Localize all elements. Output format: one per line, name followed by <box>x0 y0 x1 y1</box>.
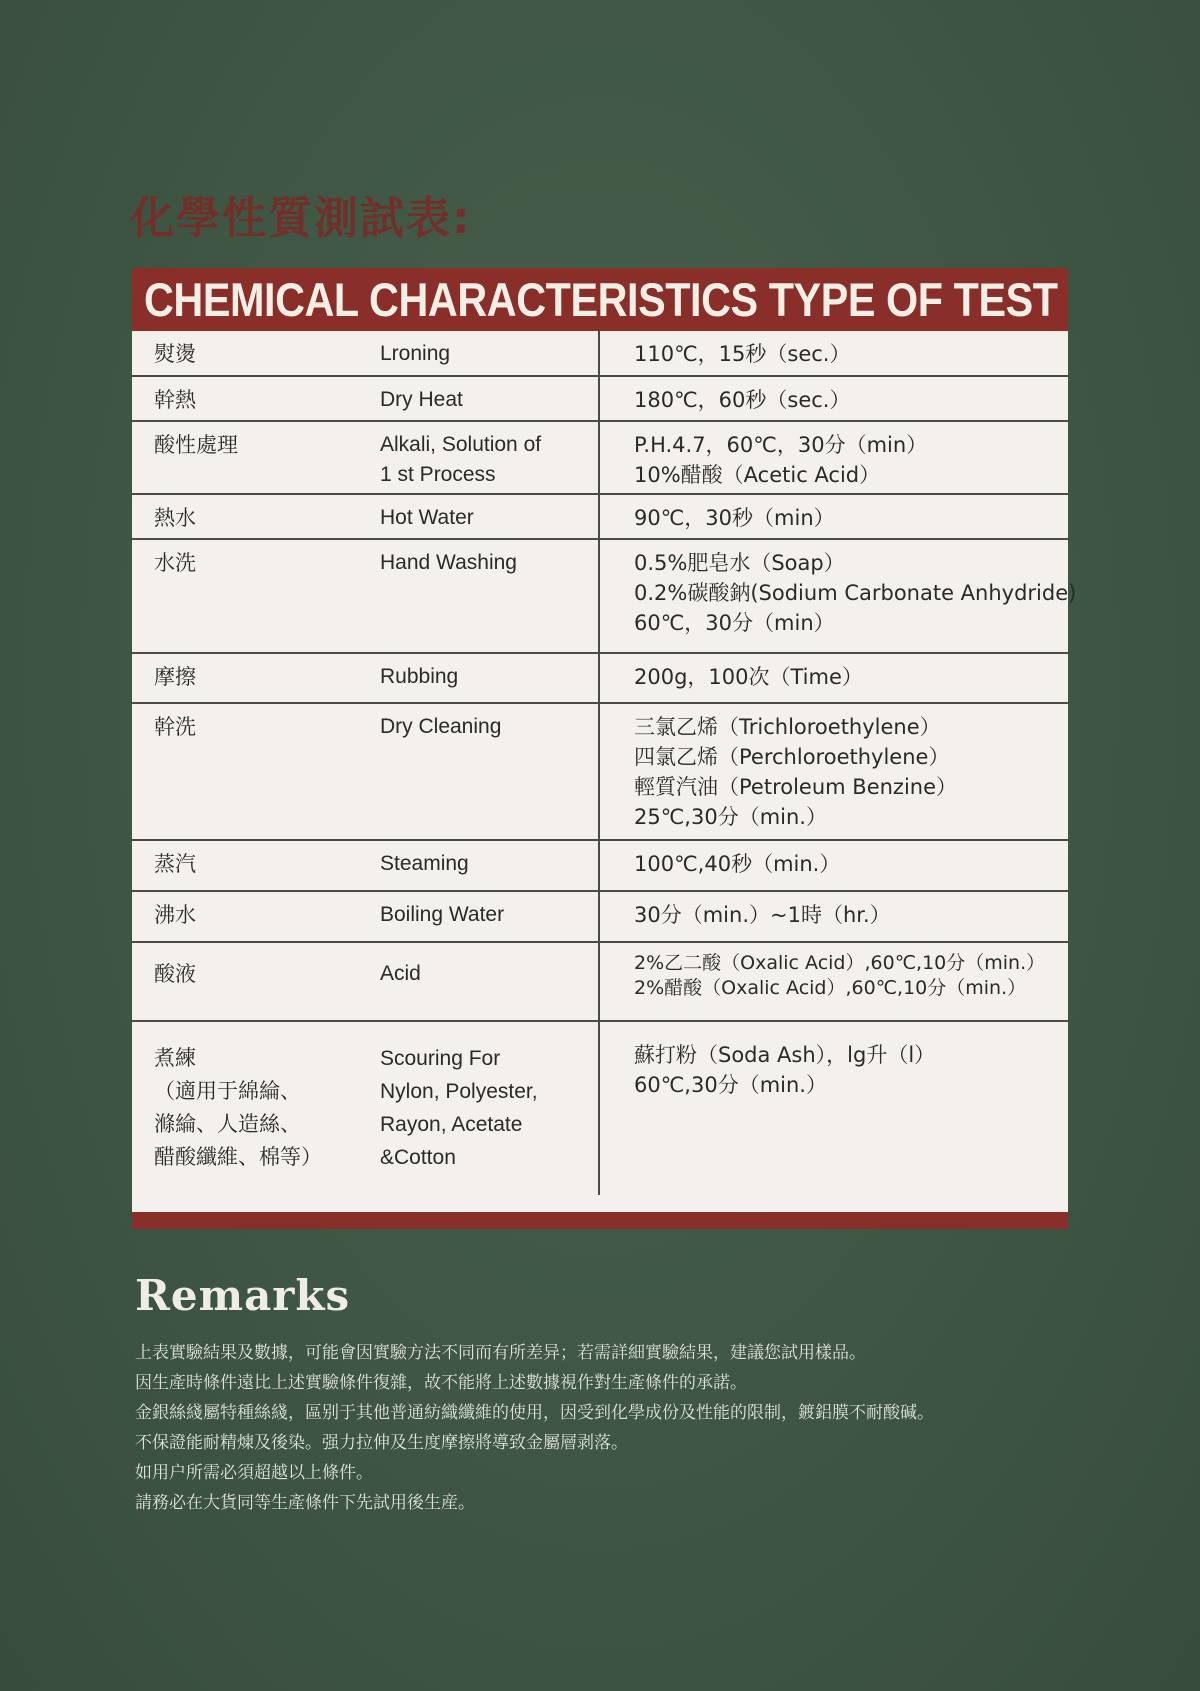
test-condition: 200g，100次（Time） <box>634 665 863 689</box>
test-name-cn: 煮練 <box>154 1046 196 1070</box>
test-name-cn: 沸水 <box>154 903 196 927</box>
test-condition: 30分（min.）~1時（hr.） <box>634 903 891 927</box>
remark-line: 金銀絲綫屬特種絲綫，區别于其他普通紡織纖維的使用，因受到化學成份及性能的限制，鍍鋁膜不耐酸碱。 <box>135 1403 934 1423</box>
test-name-cn-cell <box>132 703 374 840</box>
test-condition: 180℃，60秒（sec.） <box>634 388 851 412</box>
test-name-cn: 摩擦 <box>154 665 196 689</box>
test-name-cn: 幹熱 <box>154 388 196 412</box>
test-name-en: Scouring For <box>380 1047 501 1070</box>
test-name-cn-cell <box>132 1021 374 1195</box>
test-name-en: Nylon, Polyester, <box>380 1080 538 1103</box>
test-name-en: Rubbing <box>380 665 459 688</box>
test-name-cn-cell <box>132 891 374 942</box>
test-condition-cell <box>599 942 1068 1021</box>
test-name-cn: 蒸汽 <box>154 852 196 876</box>
table-row <box>132 653 1068 703</box>
test-condition: 蘇打粉（Soda Ash），lg升（l） <box>634 1043 936 1067</box>
test-table <box>132 331 1077 1195</box>
test-name-cn-cell <box>132 376 374 421</box>
test-name-en: Hand Washing <box>380 551 517 574</box>
test-name-en-cell <box>374 891 599 942</box>
test-condition-cell <box>599 421 1068 494</box>
test-condition-cell <box>599 840 1068 891</box>
remark-line: 如用户所需必須超越以上條件。 <box>135 1463 373 1483</box>
test-condition: 0.2%碳酸鈉(Sodium Carbonate Anhydride) <box>634 581 1077 605</box>
test-name-en: Hot Water <box>380 506 474 529</box>
test-condition: 2%醋酸（Oxalic Acid）,60℃,10分（min.） <box>634 977 1027 999</box>
test-condition: 輕質汽油（Petroleum Benzine） <box>634 775 958 799</box>
table-row <box>132 942 1068 1021</box>
test-name-en-cell <box>374 421 599 494</box>
test-name-cn-cell <box>132 494 374 539</box>
test-name-cn: （適用于綿綸、 <box>154 1079 301 1103</box>
test-name-en: Boiling Water <box>380 903 505 926</box>
test-name-en-cell <box>374 494 599 539</box>
test-name-cn-cell <box>132 840 374 891</box>
test-name-en: Alkali, Solution of <box>380 433 542 456</box>
table-row <box>132 891 1068 942</box>
table-row <box>132 494 1068 539</box>
table-row <box>132 840 1068 891</box>
test-condition: 25℃,30分（min.） <box>634 805 827 829</box>
test-name-cn: 酸性處理 <box>154 433 238 457</box>
test-name-cn-cell <box>132 331 374 376</box>
test-condition-cell <box>599 539 1077 653</box>
test-name-cn: 水洗 <box>154 551 196 575</box>
test-condition: 90℃，30秒（min） <box>634 506 835 530</box>
test-name-en: &Cotton <box>380 1146 456 1169</box>
test-condition: 10%醋酸（Acetic Acid） <box>634 463 881 487</box>
table-row <box>132 539 1068 653</box>
test-condition: 60℃，30分（min） <box>634 611 835 635</box>
table-heading-bar <box>132 268 1068 331</box>
test-condition-cell <box>599 1021 1068 1195</box>
test-condition-cell <box>599 703 1068 840</box>
remark-line: 請務必在大貨同等生產條件下先試用後生産。 <box>135 1493 475 1513</box>
test-condition: 60℃,30分（min.） <box>634 1073 827 1097</box>
remarks-title: Remarks <box>135 1271 351 1320</box>
test-name-en-cell <box>374 376 599 421</box>
test-name-en-cell <box>374 942 599 1021</box>
table-row <box>132 421 1068 494</box>
test-name-cn-cell <box>132 421 374 494</box>
test-name-en-cell <box>374 840 599 891</box>
test-condition-cell <box>599 376 1068 421</box>
test-condition: 0.5%肥皂水（Soap） <box>634 551 845 575</box>
test-name-en: Dry Cleaning <box>380 715 502 738</box>
table-footer-bar <box>132 1212 1068 1229</box>
remarks-list <box>135 1338 1085 1518</box>
remark-line: 上表實驗結果及數據，可能會因實驗方法不同而有所差异；若需詳細實驗結果，建議您試用樣品。 <box>135 1343 866 1363</box>
table-row <box>132 376 1068 421</box>
test-name-en-cell <box>374 653 599 703</box>
table-row <box>132 703 1068 840</box>
test-condition: 100℃,40秒（min.） <box>634 852 841 876</box>
test-name-cn-cell <box>132 942 374 1021</box>
test-name-cn: 熱水 <box>154 506 196 530</box>
test-name-cn-cell <box>132 653 374 703</box>
test-condition: 三氯乙烯（Trichloroethylene） <box>634 715 941 739</box>
test-name-cn: 幹洗 <box>154 715 196 739</box>
test-condition-cell <box>599 653 1068 703</box>
table-row <box>132 1021 1068 1195</box>
test-name-en: Lroning <box>380 342 451 365</box>
test-name-en: Steaming <box>380 852 469 875</box>
test-name-cn: 醋酸纖維、棉等） <box>154 1145 322 1169</box>
test-condition: P.H.4.7，60℃，30分（min） <box>634 433 928 457</box>
remark-line: 不保證能耐精煉及後染。强力拉伸及生度摩擦將導致金屬層剥落。 <box>135 1433 628 1453</box>
test-name-en-cell <box>374 539 599 653</box>
remark-line: 因生產時條件遠比上述實驗條件復雜，故不能將上述數據視作對生產條件的承諾。 <box>135 1373 747 1393</box>
chinese-title: 化學性質測試表: <box>130 193 472 244</box>
test-condition: 2%乙二酸（Oxalic Acid）,60℃,10分（min.） <box>634 952 1046 974</box>
test-condition-cell <box>599 891 1068 942</box>
test-name-en-cell <box>374 331 599 376</box>
test-table-card <box>132 268 1077 1229</box>
test-name-en-cell <box>374 1021 599 1195</box>
test-name-cn-cell <box>132 539 374 653</box>
test-condition: 四氯乙烯（Perchloroethylene） <box>634 745 950 769</box>
table-heading: CHEMICAL CHARACTERISTICS TYPE OF TEST <box>144 273 1058 326</box>
test-name-cn: 酸液 <box>154 962 196 986</box>
test-name-cn: 熨燙 <box>154 342 196 366</box>
table-row <box>132 331 1068 376</box>
test-name-en: 1 st Process <box>380 463 496 486</box>
test-condition-cell <box>599 494 1068 539</box>
test-name-cn: 滌綸、人造絲、 <box>154 1112 301 1136</box>
test-name-en-cell <box>374 703 599 840</box>
test-name-en: Acid <box>380 962 421 985</box>
test-condition: 110℃，15秒（sec.） <box>634 342 851 366</box>
test-condition-cell <box>599 331 1068 376</box>
test-name-en: Rayon, Acetate <box>380 1113 523 1136</box>
test-name-en: Dry Heat <box>380 388 463 411</box>
